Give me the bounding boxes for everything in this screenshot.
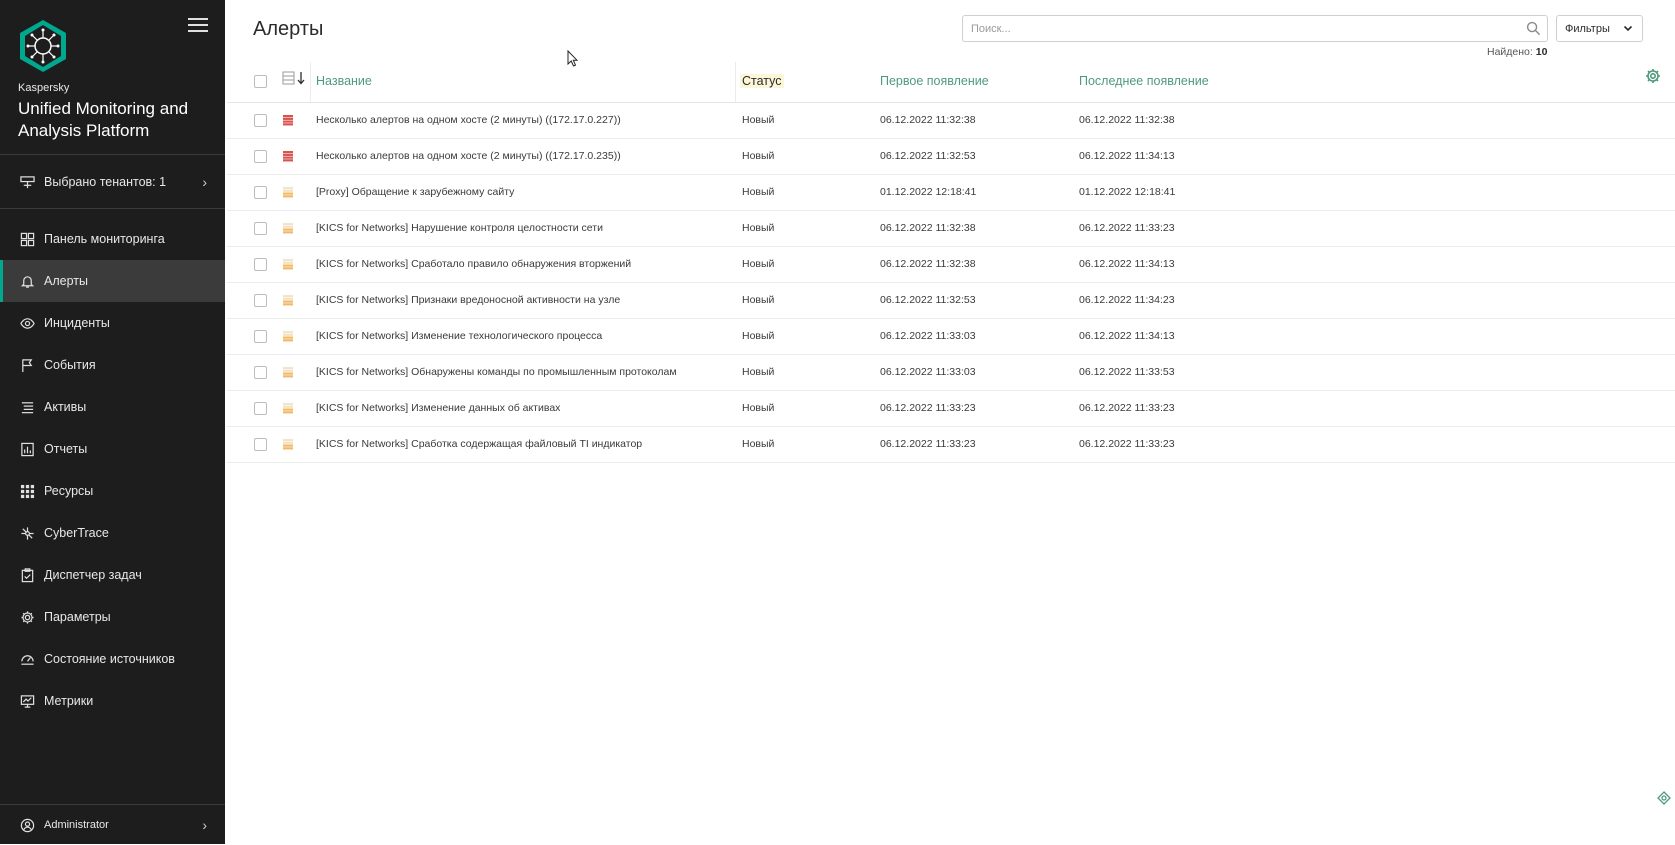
alert-last-seen: 06.12.2022 11:33:23 — [1079, 222, 1175, 234]
user-icon — [19, 817, 35, 833]
eye-icon — [19, 315, 35, 331]
alert-name: [KICS for Networks] Изменение данных об активах — [316, 402, 561, 414]
report-icon — [19, 441, 35, 457]
results-count-label: Найдено: — [1487, 46, 1533, 58]
column-header-name[interactable]: Название — [316, 74, 372, 88]
row-checkbox[interactable] — [254, 294, 267, 307]
sidebar-item-reports[interactable] — [0, 428, 225, 470]
sidebar-item-label: Панель мониторинга — [44, 232, 165, 246]
tenant-label: Выбрано тенантов: 1 — [44, 175, 167, 189]
gear-icon — [19, 609, 35, 625]
grid-icon — [19, 483, 35, 499]
chevron-down-icon — [1622, 22, 1634, 34]
menu-toggle-button[interactable] — [188, 18, 208, 34]
mouse-cursor-icon — [567, 50, 579, 68]
alert-status: Новый — [742, 294, 775, 306]
alert-status: Новый — [742, 114, 775, 126]
sidebar-item-label: События — [44, 358, 96, 372]
sidebar-item-cybertrace[interactable] — [0, 512, 225, 554]
sidebar-item-label: Алерты — [44, 274, 88, 288]
table-row[interactable] — [227, 139, 1675, 175]
severity-high-icon — [283, 151, 293, 162]
sidebar-item-settings[interactable] — [0, 596, 225, 638]
sidebar-item-incidents[interactable] — [0, 302, 225, 344]
clipboard-check-icon — [19, 567, 35, 583]
alert-status: Новый — [742, 330, 775, 342]
alert-last-seen: 06.12.2022 11:32:38 — [1079, 114, 1175, 126]
alert-last-seen: 06.12.2022 11:33:23 — [1079, 438, 1175, 450]
sidebar-item-assets[interactable] — [0, 386, 225, 428]
filters-button[interactable] — [1556, 15, 1643, 42]
table-header — [227, 62, 1675, 103]
severity-low-icon — [283, 295, 293, 306]
alert-status: Новый — [742, 186, 775, 198]
alerts-table — [227, 62, 1675, 463]
alert-status: Новый — [742, 258, 775, 270]
sidebar-item-label: Инциденты — [44, 316, 110, 330]
alert-first-seen: 06.12.2022 11:32:38 — [880, 258, 976, 270]
table-row[interactable] — [227, 319, 1675, 355]
brand-vendor: Kaspersky — [18, 82, 70, 94]
alert-last-seen: 06.12.2022 11:34:13 — [1079, 330, 1175, 342]
search-input[interactable] — [963, 16, 1519, 41]
results-count — [1487, 46, 1547, 58]
search-box[interactable] — [962, 15, 1548, 42]
page-title: Алерты — [253, 18, 324, 40]
alert-last-seen: 06.12.2022 11:34:13 — [1079, 150, 1175, 162]
alert-last-seen: 06.12.2022 11:34:23 — [1079, 294, 1175, 306]
severity-low-icon — [283, 259, 293, 270]
table-row[interactable] — [227, 247, 1675, 283]
column-header-first-seen[interactable]: Первое появление — [880, 74, 989, 88]
row-checkbox[interactable] — [254, 186, 267, 199]
alert-first-seen: 06.12.2022 11:32:53 — [880, 150, 976, 162]
alert-first-seen: 06.12.2022 11:33:23 — [880, 402, 976, 414]
row-checkbox[interactable] — [254, 402, 267, 415]
sidebar-item-label: Отчеты — [44, 442, 88, 456]
sidebar — [0, 0, 225, 844]
alert-first-seen: 06.12.2022 11:33:03 — [880, 330, 976, 342]
severity-low-icon — [283, 187, 293, 198]
alert-status: Новый — [742, 222, 775, 234]
row-checkbox[interactable] — [254, 222, 267, 235]
alert-first-seen: 06.12.2022 11:32:53 — [880, 294, 976, 306]
row-checkbox[interactable] — [254, 438, 267, 451]
table-row[interactable] — [227, 103, 1675, 139]
alert-first-seen: 01.12.2022 12:18:41 — [880, 186, 977, 198]
user-menu[interactable] — [0, 804, 225, 845]
network-icon — [19, 525, 35, 541]
row-checkbox[interactable] — [254, 258, 267, 271]
sidebar-item-label: Метрики — [44, 694, 94, 708]
alert-status: Новый — [742, 150, 775, 162]
alert-last-seen: 06.12.2022 11:34:13 — [1079, 258, 1175, 270]
severity-sort-icon[interactable] — [282, 70, 306, 86]
alert-first-seen: 06.12.2022 11:33:23 — [880, 438, 976, 450]
sidebar-item-events[interactable] — [0, 344, 225, 386]
severity-low-icon — [283, 439, 293, 450]
column-separator — [310, 62, 311, 102]
alert-name: [KICS for Networks] Сработка содержащая файловый TI индикатор — [316, 438, 643, 450]
bell-icon — [19, 273, 35, 289]
severity-low-icon — [283, 367, 293, 378]
severity-low-icon — [283, 403, 293, 414]
alert-first-seen: 06.12.2022 11:33:03 — [880, 366, 976, 378]
table-row[interactable] — [227, 391, 1675, 427]
table-row[interactable] — [227, 355, 1675, 391]
chevron-right-icon: › — [202, 817, 207, 833]
alert-status: Новый — [742, 438, 775, 450]
table-row[interactable] — [227, 283, 1675, 319]
row-checkbox[interactable] — [254, 114, 267, 127]
alert-name: [KICS for Networks] Нарушение контроля целостности сети — [316, 222, 603, 234]
sidebar-item-label: Активы — [44, 400, 87, 414]
row-checkbox[interactable] — [254, 330, 267, 343]
select-all-checkbox[interactable] — [254, 75, 267, 88]
severity-low-icon — [283, 331, 293, 342]
tenant-icon — [19, 174, 35, 190]
sidebar-item-label: Диспетчер задач — [44, 568, 142, 582]
search-icon[interactable] — [1526, 21, 1541, 36]
severity-low-icon — [283, 223, 293, 234]
tenant-selector[interactable] — [0, 164, 225, 200]
alert-name: [KICS for Networks] Сработало правило обнаружения вторжений — [316, 258, 632, 270]
column-separator — [735, 62, 736, 102]
alert-name: [KICS for Networks] Изменение технологического процесса — [316, 330, 603, 342]
table-row[interactable] — [227, 211, 1675, 247]
monitor-icon — [19, 693, 35, 709]
alert-last-seen: 01.12.2022 12:18:41 — [1079, 186, 1176, 198]
sidebar-item-label: Ресурсы — [44, 484, 94, 498]
alert-status: Новый — [742, 402, 775, 414]
alert-name: Несколько алертов на одном хосте (2 минуты) ((172.17.0.227)) — [316, 114, 621, 126]
dashboard-icon — [19, 231, 35, 247]
column-header-last-seen[interactable]: Последнее появление — [1079, 74, 1209, 88]
sidebar-item-label: Состояние источников — [44, 652, 175, 666]
sidebar-item-alerts[interactable] — [0, 260, 225, 302]
filters-label: Фильтры — [1565, 22, 1610, 35]
chevron-right-icon: › — [202, 174, 207, 190]
table-settings-gear-icon[interactable] — [1645, 68, 1661, 84]
assistant-icon[interactable] — [1655, 790, 1673, 808]
user-name: Administrator — [44, 819, 109, 831]
list-icon — [19, 399, 35, 415]
alert-name: [KICS for Networks] Обнаружены команды по промышленным протоколам — [316, 366, 677, 378]
alert-name: Несколько алертов на одном хосте (2 минуты) ((172.17.0.235)) — [316, 150, 621, 162]
alert-name: [KICS for Networks] Признаки вредоносной активности на узле — [316, 294, 621, 306]
column-header-status[interactable]: Статус — [742, 74, 782, 88]
table-row[interactable] — [227, 427, 1675, 463]
sidebar-item-metrics[interactable] — [0, 680, 225, 722]
sidebar-divider — [0, 154, 225, 155]
alert-last-seen: 06.12.2022 11:33:23 — [1079, 402, 1175, 414]
table-body — [227, 103, 1675, 463]
sidebar-item-source-status[interactable] — [0, 638, 225, 680]
alert-name: [Proxy] Обращение к зарубежному сайту — [316, 186, 515, 198]
sidebar-item-label: CyberTrace — [44, 526, 109, 540]
sidebar-item-task-manager[interactable] — [0, 554, 225, 596]
sidebar-item-dashboard[interactable] — [0, 218, 225, 260]
table-row[interactable] — [227, 175, 1675, 211]
sidebar-item-label: Параметры — [44, 610, 111, 624]
alert-status: Новый — [742, 366, 775, 378]
source-status-icon — [19, 651, 35, 667]
sidebar-item-resources[interactable] — [0, 470, 225, 512]
row-checkbox[interactable] — [254, 150, 267, 163]
brand-product-title: Unified Monitoring and Analysis Platform — [18, 99, 189, 140]
alert-first-seen: 06.12.2022 11:32:38 — [880, 114, 976, 126]
sidebar-divider — [0, 208, 225, 209]
alert-last-seen: 06.12.2022 11:33:53 — [1079, 366, 1175, 378]
row-checkbox[interactable] — [254, 366, 267, 379]
severity-high-icon — [283, 115, 293, 126]
flag-icon — [19, 357, 35, 373]
kuma-logo-icon — [17, 18, 69, 74]
alert-first-seen: 06.12.2022 11:32:38 — [880, 222, 976, 234]
results-count-value: 10 — [1535, 46, 1548, 58]
sidebar-nav — [0, 218, 225, 722]
